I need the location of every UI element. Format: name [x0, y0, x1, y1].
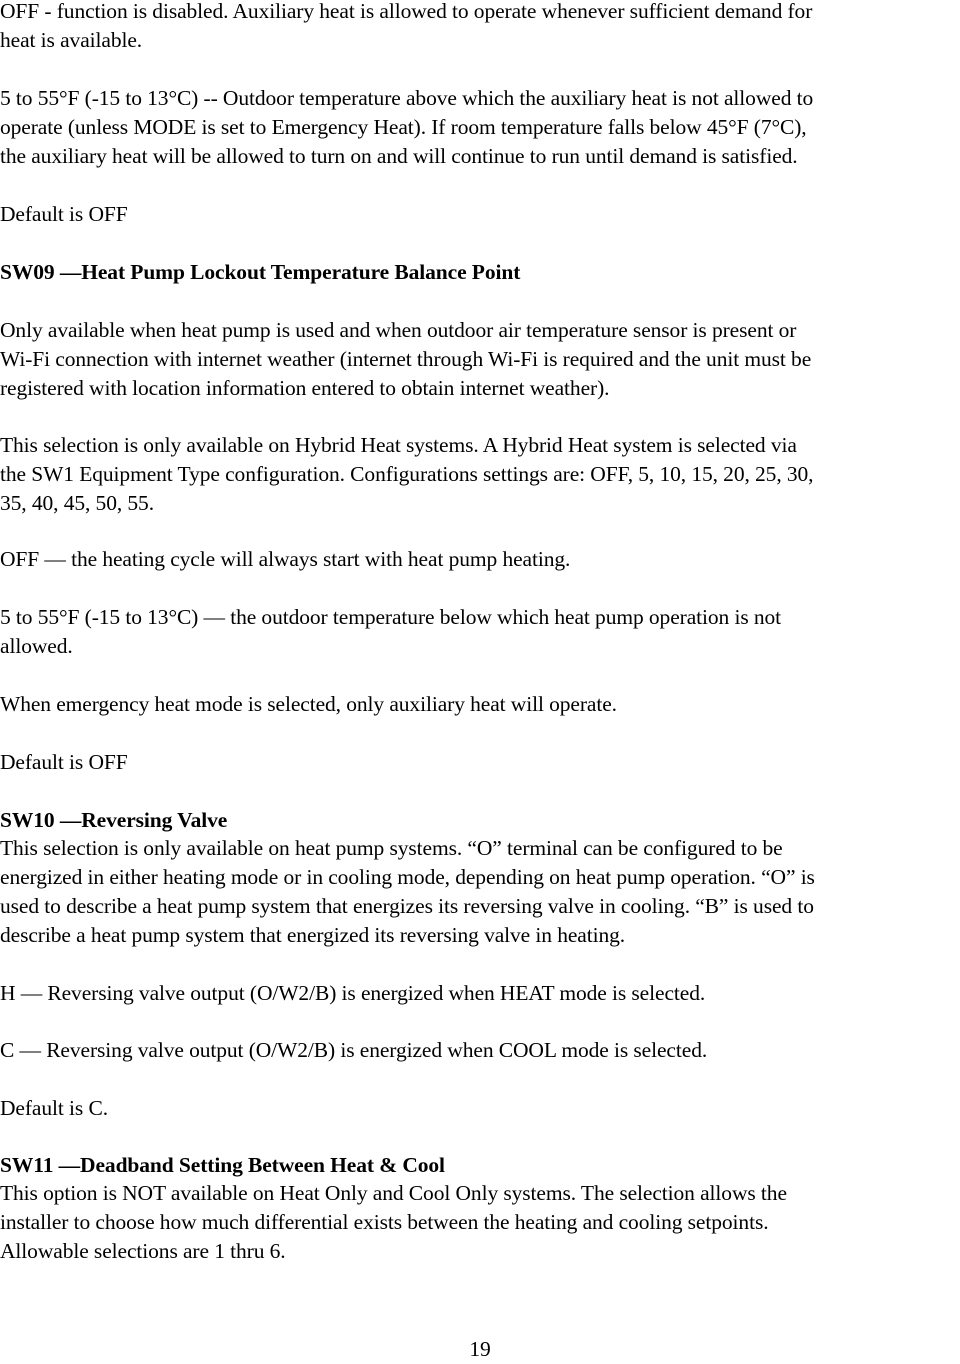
- paragraph-sw10-cool: C — Reversing valve output (O/W2/B) is energized when COOL mode is selected.: [0, 1038, 708, 1062]
- section-heading-sw10: SW10 —Reversing Valve: [0, 808, 228, 832]
- section-heading-sw09: SW09 —Heat Pump Lockout Temperature Balance Point: [0, 260, 521, 284]
- paragraph-sw09-hybrid: This selection is only available on Hybrid Heat systems. A Hybrid Heat system is selected via the SW1 Equipment Type configuration. Configurations settings are: OFF, 5, 10, 15, 20, 25, 30, 35, 40, 45, 50, 55.: [0, 433, 814, 515]
- paragraph-aux-heat-range: 5 to 55°F (-15 to 13°C) -- Outdoor temperature above which the auxiliary heat is not allowed to operate (unless MODE is set to Emergency Heat). If room temperature falls below 45°F (7°C), the auxiliary heat will be allowed to turn on and will continue to run until demand is satisfied.: [0, 86, 814, 168]
- paragraph-sw10-heat: H — Reversing valve output (O/W2/B) is energized when HEAT mode is selected.: [0, 981, 706, 1005]
- paragraph-sw09-availability: Only available when heat pump is used and when outdoor air temperature sensor is present or Wi-Fi connection with internet weather (internet through Wi-Fi is required and the unit must be registered with location information entered to obtain internet weather).: [0, 318, 812, 400]
- paragraph-sw09-off: OFF — the heating cycle will always start with heat pump heating.: [0, 547, 571, 571]
- paragraph-aux-heat-off: OFF - function is disabled. Auxiliary heat is allowed to operate whenever sufficient demand for heat is available.: [0, 0, 813, 52]
- paragraph-default-c: Default is C.: [0, 1096, 108, 1120]
- section-heading-sw11: SW11 —Deadband Setting Between Heat & Cool: [0, 1153, 445, 1177]
- paragraph-default-off-1: Default is OFF: [0, 202, 128, 226]
- paragraph-emergency-heat: When emergency heat mode is selected, only auxiliary heat will operate.: [0, 692, 617, 716]
- paragraph-sw11-description: This option is NOT available on Heat Only and Cool Only systems. The selection allows the installer to choose how much differential exists between the heating and cooling setpoints. Allowable selections are 1 thru 6.: [0, 1181, 787, 1263]
- paragraph-default-off-2: Default is OFF: [0, 750, 128, 774]
- paragraph-sw09-range: 5 to 55°F (-15 to 13°C) — the outdoor temperature below which heat pump operation is not allowed.: [0, 605, 782, 658]
- page-number: 19: [469, 1337, 491, 1361]
- paragraph-sw10-description: This selection is only available on heat pump systems. “O” terminal can be configured to be energized in either heating mode or in cooling mode, depending on heat pump operation. “O” is used to describe a heat pump system that energizes its reversing valve in cooling. “B” is used to describe a heat pump system that energized its reversing valve in heating.: [0, 836, 815, 947]
